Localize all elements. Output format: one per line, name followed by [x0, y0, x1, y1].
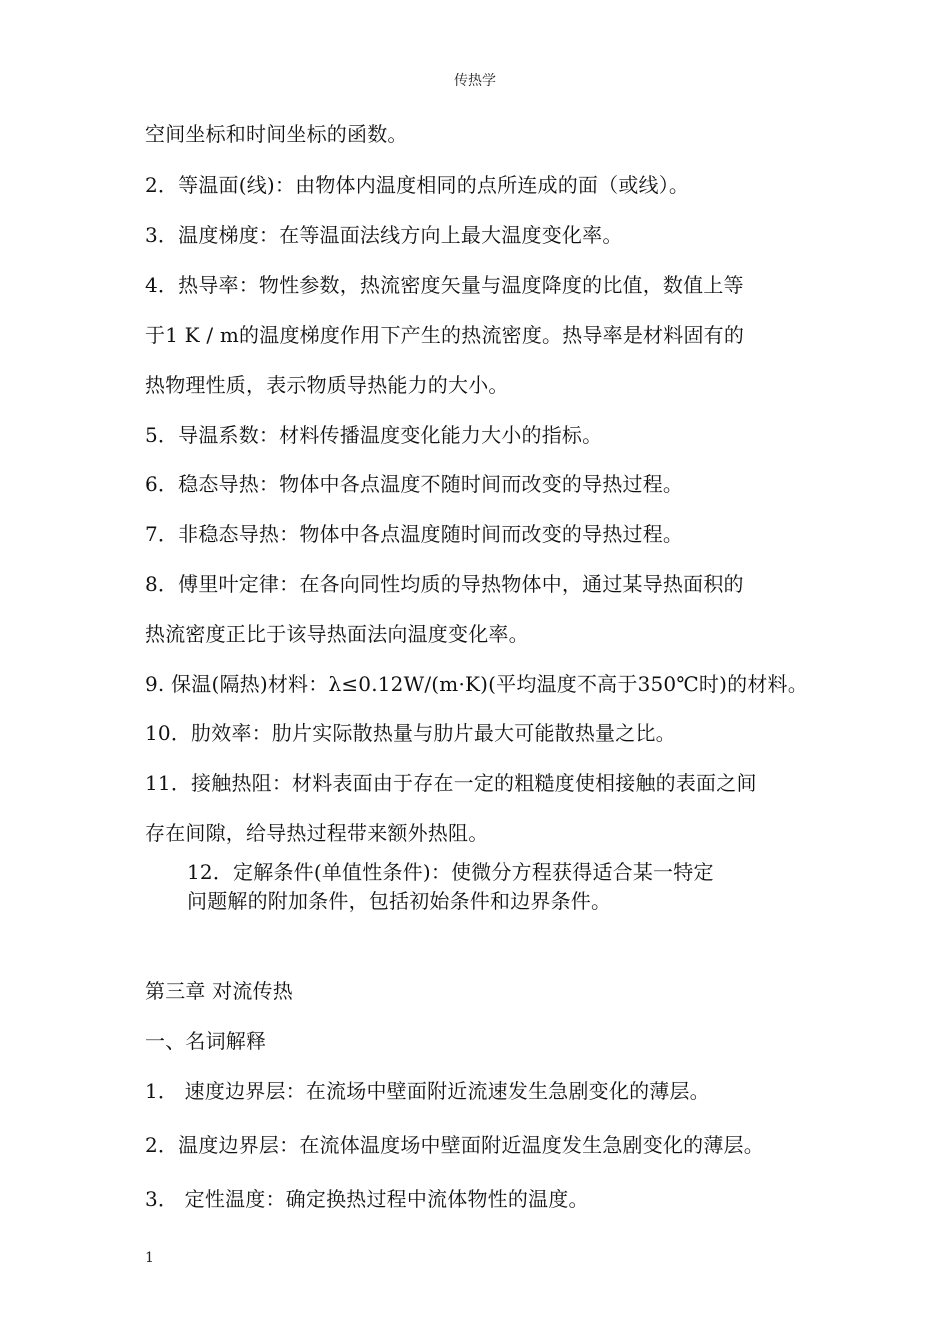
text-line: 3． 定性温度：确定换热过程中流体物性的温度。 [145, 1187, 589, 1211]
text-line: 于1 K / m的温度梯度作用下产生的热流密度。热导率是材料固有的 [145, 323, 745, 347]
text-line: 4．热导率：物性参数，热流密度矢量与温度降度的比值，数值上等 [145, 273, 744, 297]
text-line: 存在间隙，给导热过程带来额外热阻。 [145, 821, 489, 845]
text-line: 12．定解条件(单值性条件)：使微分方程获得适合某一特定 [187, 860, 714, 884]
text-line: 11．接触热阻：材料表面由于存在一定的粗糙度使相接触的表面之间 [145, 771, 757, 795]
text-line: 8．傅里叶定律：在各向同性均质的导热物体中，通过某导热面积的 [145, 572, 744, 596]
text-line: 空间坐标和时间坐标的函数。 [145, 122, 408, 146]
text-line: 6．稳态导热：物体中各点温度不随时间而改变的导热过程。 [145, 472, 684, 496]
text-line: 热流密度正比于该导热面法向温度变化率。 [145, 622, 529, 646]
text-line: 5．导温系数：材料传播温度变化能力大小的指标。 [145, 423, 603, 447]
text-line: 1． 速度边界层：在流场中壁面附近流速发生急剧变化的薄层。 [145, 1079, 710, 1103]
page-number: 1 [145, 1250, 154, 1266]
text-line: 7．非稳态导热：物体中各点温度随时间而改变的导热过程。 [145, 522, 684, 546]
text-line: 热物理性质，表示物质导热能力的大小。 [145, 373, 509, 397]
text-line: 9. 保温(隔热)材料：λ≤0.12W/(m·K)(平均温度不高于350℃时)的材料。 [145, 672, 808, 696]
chapter-title: 第三章 对流传热 [145, 979, 293, 1003]
section-title: 一、名词解释 [145, 1029, 267, 1053]
text-line: 问题解的附加条件，包括初始条件和边界条件。 [187, 889, 612, 913]
text-line: 2．等温面(线)：由物体内温度相同的点所连成的面（或线）。 [145, 173, 690, 197]
page-header: 传热学 [454, 73, 496, 89]
text-line: 10．肋效率：肋片实际散热量与肋片最大可能散热量之比。 [145, 721, 676, 745]
text-line: 3．温度梯度：在等温面法线方向上最大温度变化率。 [145, 223, 623, 247]
text-line: 2．温度边界层：在流体温度场中壁面附近温度发生急剧变化的薄层。 [145, 1133, 764, 1157]
